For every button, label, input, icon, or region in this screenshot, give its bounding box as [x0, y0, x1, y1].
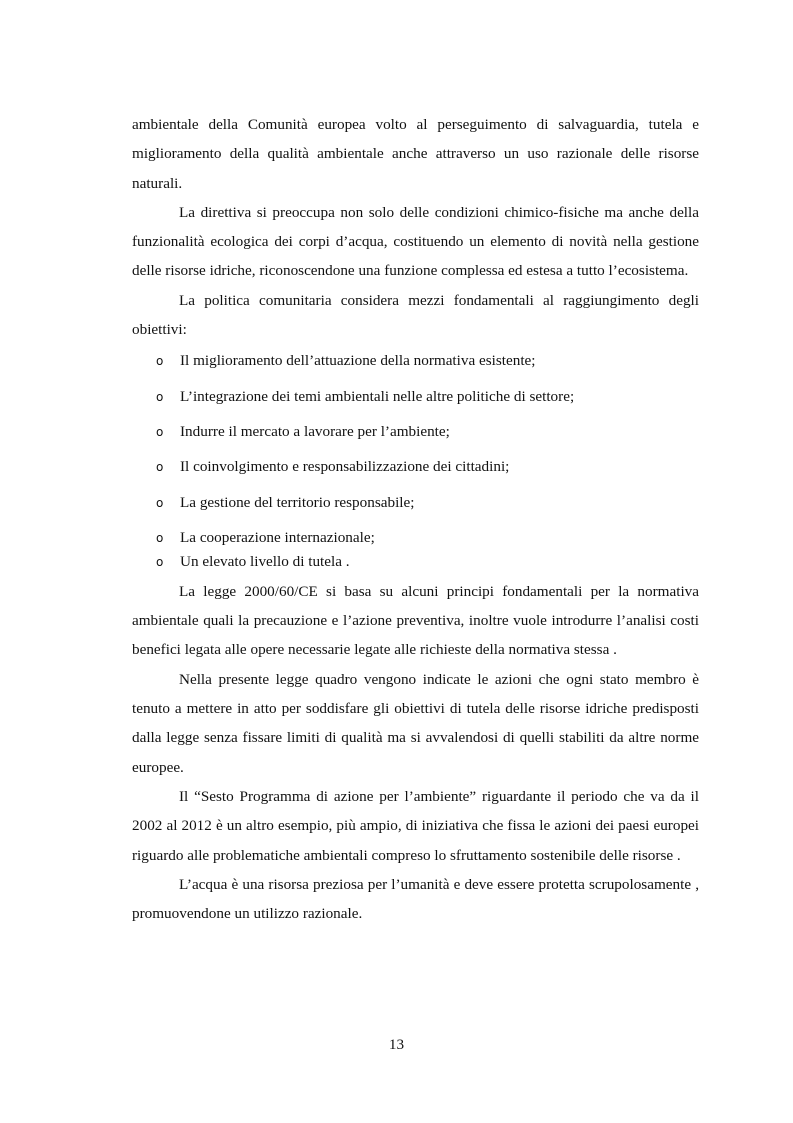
- list-item-text: Il coinvolgimento e responsabilizzazione dei cittadini;: [180, 458, 510, 476]
- paragraph-continuation: ambientale della Comunità europea volto al perseguimento di salvaguardia, tutela e miglioramento della qualità ambientale anche attraverso un uso razionale delle risorse naturali.: [132, 116, 699, 192]
- list-item: [132, 492, 699, 514]
- bullet-circle-icon: o: [156, 460, 164, 475]
- objectives-list: [132, 350, 699, 572]
- paragraph-framework: Nella presente legge quadro vengono indicate le azioni che ogni stato membro è tenuto a mettere in atto per soddisfare gli obiettivi di tutela delle risorse idriche predisposti dalla legge senza fissare limiti di qualità ma si avvalendosi di quelli stabiliti da altre norme europee.: [132, 670, 699, 776]
- bullet-circle-icon: o: [156, 389, 164, 404]
- paragraph-policy: La politica comunitaria considera mezzi fondamentali al raggiungimento degli obiettivi:: [132, 291, 699, 339]
- list-item: [132, 456, 699, 478]
- list-item-text: Il miglioramento dell’attuazione della normativa esistente;: [180, 352, 536, 370]
- bullet-circle-icon: o: [156, 424, 164, 439]
- list-item: [132, 421, 699, 443]
- paragraph-directive: La direttiva si preoccupa non solo delle condizioni chimico-fisiche ma anche della funzionalità ecologica dei corpi d’acqua, costituendo un elemento di novità nella gestione delle risorse idriche, riconoscendone una funzione complessa ed estesa a tutto l’ecosistema.: [132, 203, 699, 280]
- list-item-text: La cooperazione internazionale;: [180, 528, 375, 546]
- list-item-text: Indurre il mercato a lavorare per l’ambiente;: [180, 422, 450, 440]
- paragraph-water: L’acqua è una risorsa preziosa per l’umanità e deve essere protetta scrupolosamente , promuovendone un utilizzo razionale.: [132, 875, 699, 923]
- list-item: [132, 551, 699, 573]
- list-item-text: L’integrazione dei temi ambientali nelle altre politiche di settore;: [180, 387, 575, 405]
- body-text: [132, 110, 699, 928]
- paragraph-sixth-programme: Il “Sesto Programma di azione per l’ambiente” riguardante il periodo che va da il 2002 al 2012 è un altro esempio, più ampio, di iniziativa che fissa le azioni dei paesi europei riguardo alle problematiche ambientali compreso lo sfruttamento sostenibile delle risorse .: [132, 787, 699, 864]
- list-item-text: La gestione del territorio responsabile;: [180, 493, 415, 511]
- list-item-text: Un elevato livello di tutela .: [180, 552, 350, 570]
- bullet-circle-icon: o: [156, 554, 164, 569]
- page-number: 13: [388, 1036, 405, 1053]
- bullet-circle-icon: o: [156, 530, 164, 545]
- paragraph-law: La legge 2000/60/CE si basa su alcuni principi fondamentali per la normativa ambientale quali la precauzione e l’azione preventiva, inoltre vuole introdurre l’analisi costi benefici legata alle opere necessarie legate alle richieste della normativa stessa .: [132, 582, 699, 659]
- list-item: [132, 527, 699, 549]
- list-item: [132, 386, 699, 408]
- bullet-circle-icon: o: [156, 495, 164, 510]
- bullet-circle-icon: o: [156, 354, 164, 369]
- list-item: [132, 350, 699, 372]
